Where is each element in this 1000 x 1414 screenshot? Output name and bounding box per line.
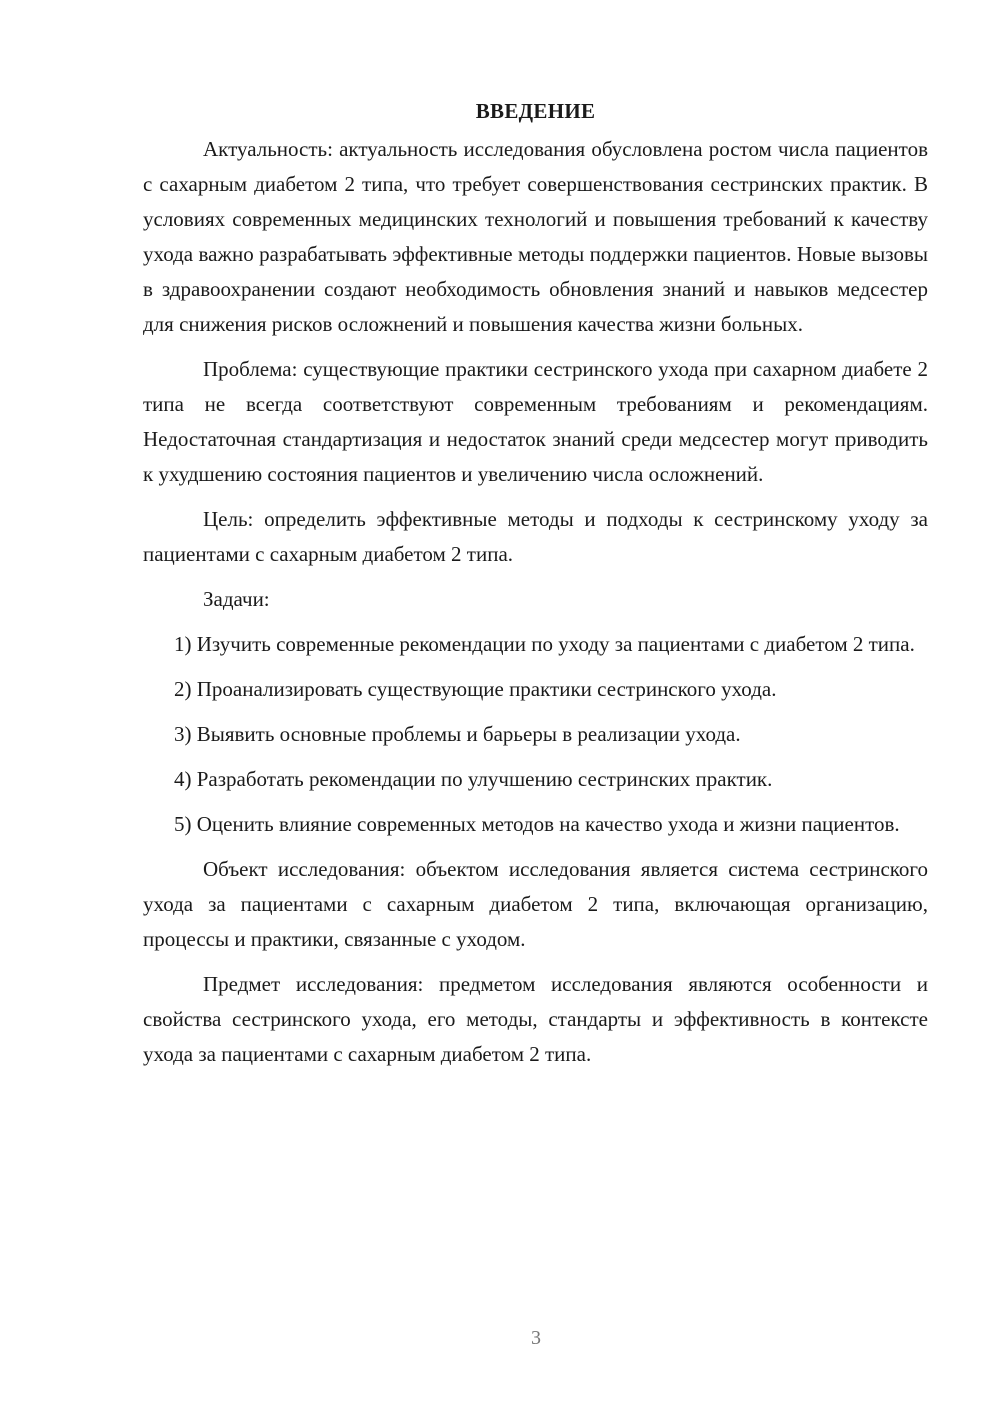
paragraph-relevance: Актуальность: актуальность исследования обусловлена ростом числа пациентов с сахарным диабетом 2 типа, что требует совершенствования сестринских практик. В условиях современных медицинских технологий и повышения требований к качеству ухода важно разрабатывать эффективные методы поддержки пациентов. Новые вызовы в здравоохранении создают необходимость обновления знаний и навыков медсестер для снижения рисков осложнений и повышения качества жизни больных.: [143, 137, 928, 336]
paragraph-goal: Цель: определить эффективные методы и подходы к сестринскому уходу за пациентами с сахарным диабетом 2 типа.: [143, 507, 928, 566]
page-number: 3: [531, 1327, 541, 1349]
task-item-1: 1) Изучить современные рекомендации по уходу за пациентами с диабетом 2 типа.: [174, 632, 915, 656]
paragraph-tasks-heading: Задачи:: [203, 587, 270, 611]
task-item-2: 2) Проанализировать существующие практики сестринского ухода.: [174, 677, 777, 701]
task-item-5: 5) Оценить влияние современных методов на качество ухода и жизни пациентов.: [174, 812, 900, 836]
section-title: ВВЕДЕНИЕ: [475, 99, 596, 123]
task-item-3: 3) Выявить основные проблемы и барьеры в реализации ухода.: [174, 722, 741, 746]
paragraph-object: Объект исследования: объектом исследования является система сестринского ухода за пациентами с сахарным диабетом 2 типа, включающая организацию, процессы и практики, связанные с уходом.: [143, 857, 928, 951]
paragraph-subject: Предмет исследования: предметом исследования являются особенности и свойства сестринского ухода, его методы, стандарты и эффективность в контексте ухода за пациентами с сахарным диабетом 2 типа.: [143, 972, 928, 1066]
document-page: [143, 96, 928, 1082]
paragraph-problem: Проблема: существующие практики сестринского ухода при сахарном диабете 2 типа не всегда соответствуют современным требованиям и рекомендациям. Недостаточная стандартизация и недостаток знаний среди медсестер могут приводить к ухудшению состояния пациентов и увеличению числа осложнений.: [143, 357, 928, 486]
task-item-4: 4) Разработать рекомендации по улучшению сестринских практик.: [174, 767, 773, 791]
